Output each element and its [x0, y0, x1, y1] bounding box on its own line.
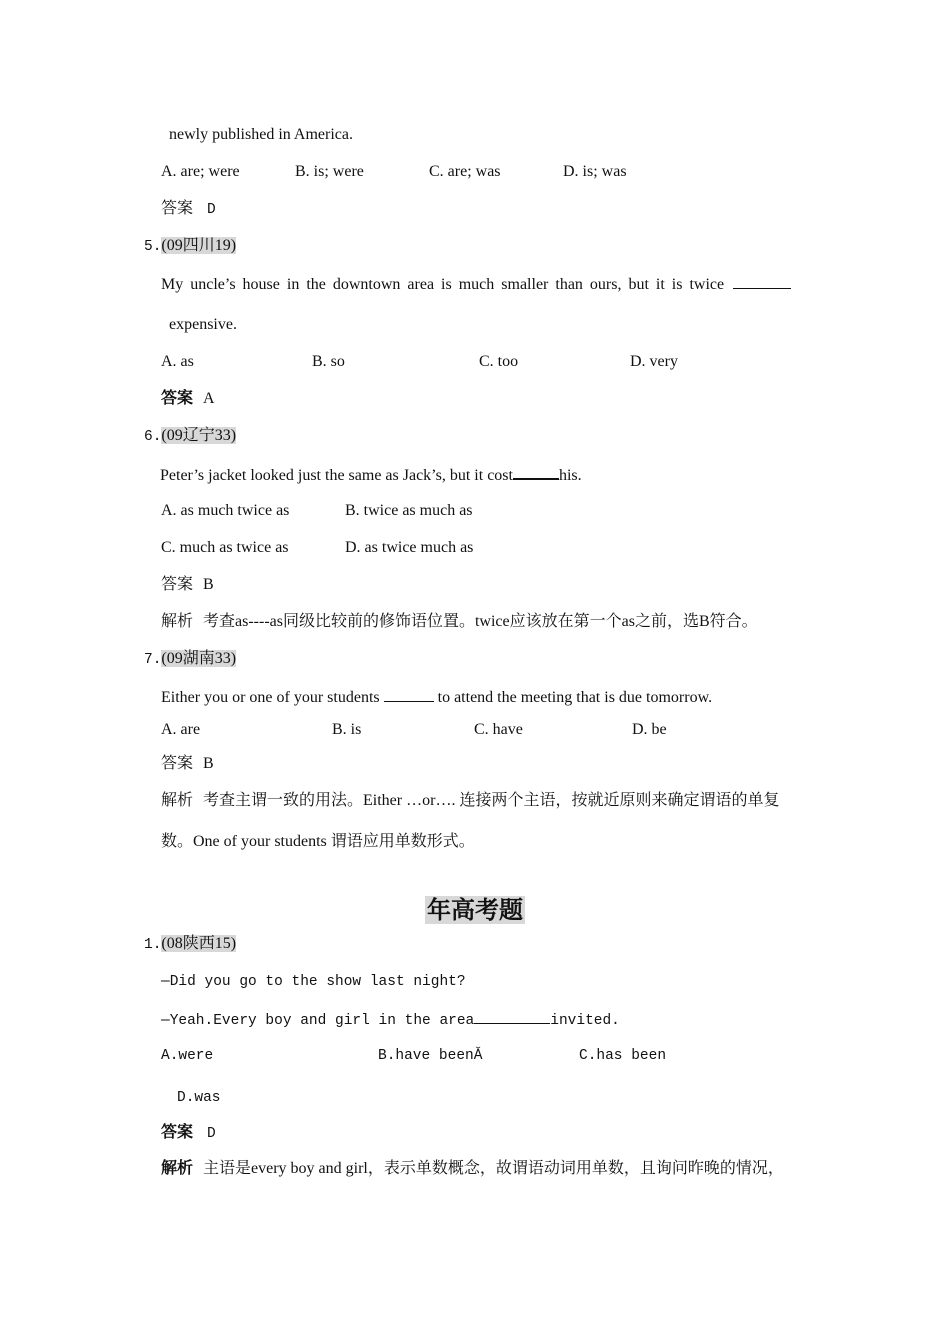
q5-option-b: B. so: [312, 353, 345, 370]
q7-analysis-continuation: 数。One of your students 谓语应用单数形式。: [161, 833, 475, 850]
q4-answer: [161, 199, 216, 220]
question-number: 1.: [144, 937, 162, 953]
s2q1-option-b: B.have beenǍ: [378, 1048, 483, 1064]
analysis-text: 考查as----as同级比较前的修饰语位置。twice应该放在第一个as之前，选B符合。: [203, 613, 758, 630]
answer-blank: [384, 687, 434, 702]
s2q1-analysis: [161, 1159, 784, 1179]
dialog-text: invited.: [550, 1013, 620, 1029]
question-source: (09湖南33): [161, 650, 237, 667]
analysis-label: 解析: [161, 792, 194, 809]
stem-text: Peter’s jacket looked just the same as Jack’s, but it cost: [160, 467, 513, 484]
q6-header: [144, 426, 236, 447]
q7-option-c: C. have: [474, 721, 523, 738]
question-source: (09四川19): [161, 237, 237, 254]
q5-option-a: A. as: [161, 353, 194, 370]
s2q1-option-a: A.were: [161, 1048, 214, 1064]
q6-option-c: C. much as twice as: [161, 539, 289, 556]
analysis-text: 考查主谓一致的用法。Either …or…. 连接两个主语，按就近原则来确定谓语的单复: [203, 792, 780, 809]
answer-value: A: [203, 390, 215, 407]
q7-option-b: B. is: [332, 721, 362, 738]
q7-stem: [161, 687, 712, 708]
q7-header: [144, 649, 236, 670]
stem-text: his.: [558, 467, 582, 484]
s2q1-dialog-line-2: [161, 1009, 620, 1031]
answer-blank: [733, 274, 791, 289]
q6-stem: [160, 464, 582, 486]
stem-text: to attend the meeting that is due tomorrow.: [437, 689, 713, 706]
s2q1-dialog-line-1: —Did you go to the show last night?: [161, 974, 466, 990]
q4-option-c: C. are; was: [429, 163, 501, 180]
q5-option-d: D. very: [630, 353, 678, 370]
q6-answer: [161, 575, 214, 595]
answer-label: 答案: [161, 200, 194, 217]
question-source: (09辽宁33): [161, 427, 237, 444]
question-number: 6.: [144, 429, 162, 445]
q7-option-d: D. be: [632, 721, 667, 738]
q6-option-b: B. twice as much as: [345, 502, 473, 519]
answer-blank: [474, 1009, 550, 1024]
q6-option-d: D. as twice much as: [345, 539, 474, 556]
answer-value: B: [203, 576, 214, 593]
q5-option-c: C. too: [479, 353, 519, 370]
answer-label: 答案: [161, 390, 194, 407]
answer-label: 答案: [161, 755, 194, 772]
dialog-text: —Yeah.Every boy and girl in the area: [161, 1013, 475, 1029]
section-heading: [0, 890, 950, 925]
q4-option-b: B. is; were: [295, 163, 364, 180]
s2q1-option-d: D.was: [177, 1090, 221, 1106]
q5-stem: [161, 274, 791, 295]
q6-analysis: [161, 612, 758, 632]
q7-option-a: A. are: [161, 721, 201, 738]
analysis-label: 解析: [161, 1160, 194, 1177]
analysis-text: 主语是every boy and girl，表示单数概念，故谓语动词用单数，且询问昨晚的情况，: [203, 1160, 784, 1177]
question-number: 5.: [144, 239, 162, 255]
q5-answer: [161, 389, 215, 409]
s2q1-header: [144, 934, 236, 955]
answer-value: D: [207, 202, 216, 218]
s2q1-answer: [161, 1123, 216, 1144]
answer-value: B: [203, 755, 214, 772]
answer-label: 答案: [161, 1124, 194, 1141]
stem-text: My uncle’s house in the downtown area is much smaller than ours, but it is twice: [161, 276, 725, 293]
s2q1-option-c: C.has been: [579, 1048, 667, 1064]
section-heading-text: 年高考题: [427, 896, 523, 924]
question-source: (08陕西15): [161, 935, 237, 952]
q4-stem-continuation: newly published in America.: [169, 126, 353, 143]
q7-answer: [161, 754, 214, 774]
q4-option-a: A. are; were: [161, 163, 240, 180]
answer-label: 答案: [161, 576, 194, 593]
q4-option-d: D. is; was: [563, 163, 627, 180]
q7-analysis: [161, 791, 779, 811]
answer-value: D: [207, 1126, 216, 1142]
question-number: 7.: [144, 652, 162, 668]
stem-text: Either you or one of your students: [161, 689, 380, 706]
analysis-label: 解析: [161, 613, 194, 630]
q6-option-a: A. as much twice as: [161, 502, 290, 519]
q5-header: [144, 236, 236, 257]
q5-stem-continuation: expensive.: [169, 316, 237, 333]
answer-blank: [513, 464, 559, 480]
